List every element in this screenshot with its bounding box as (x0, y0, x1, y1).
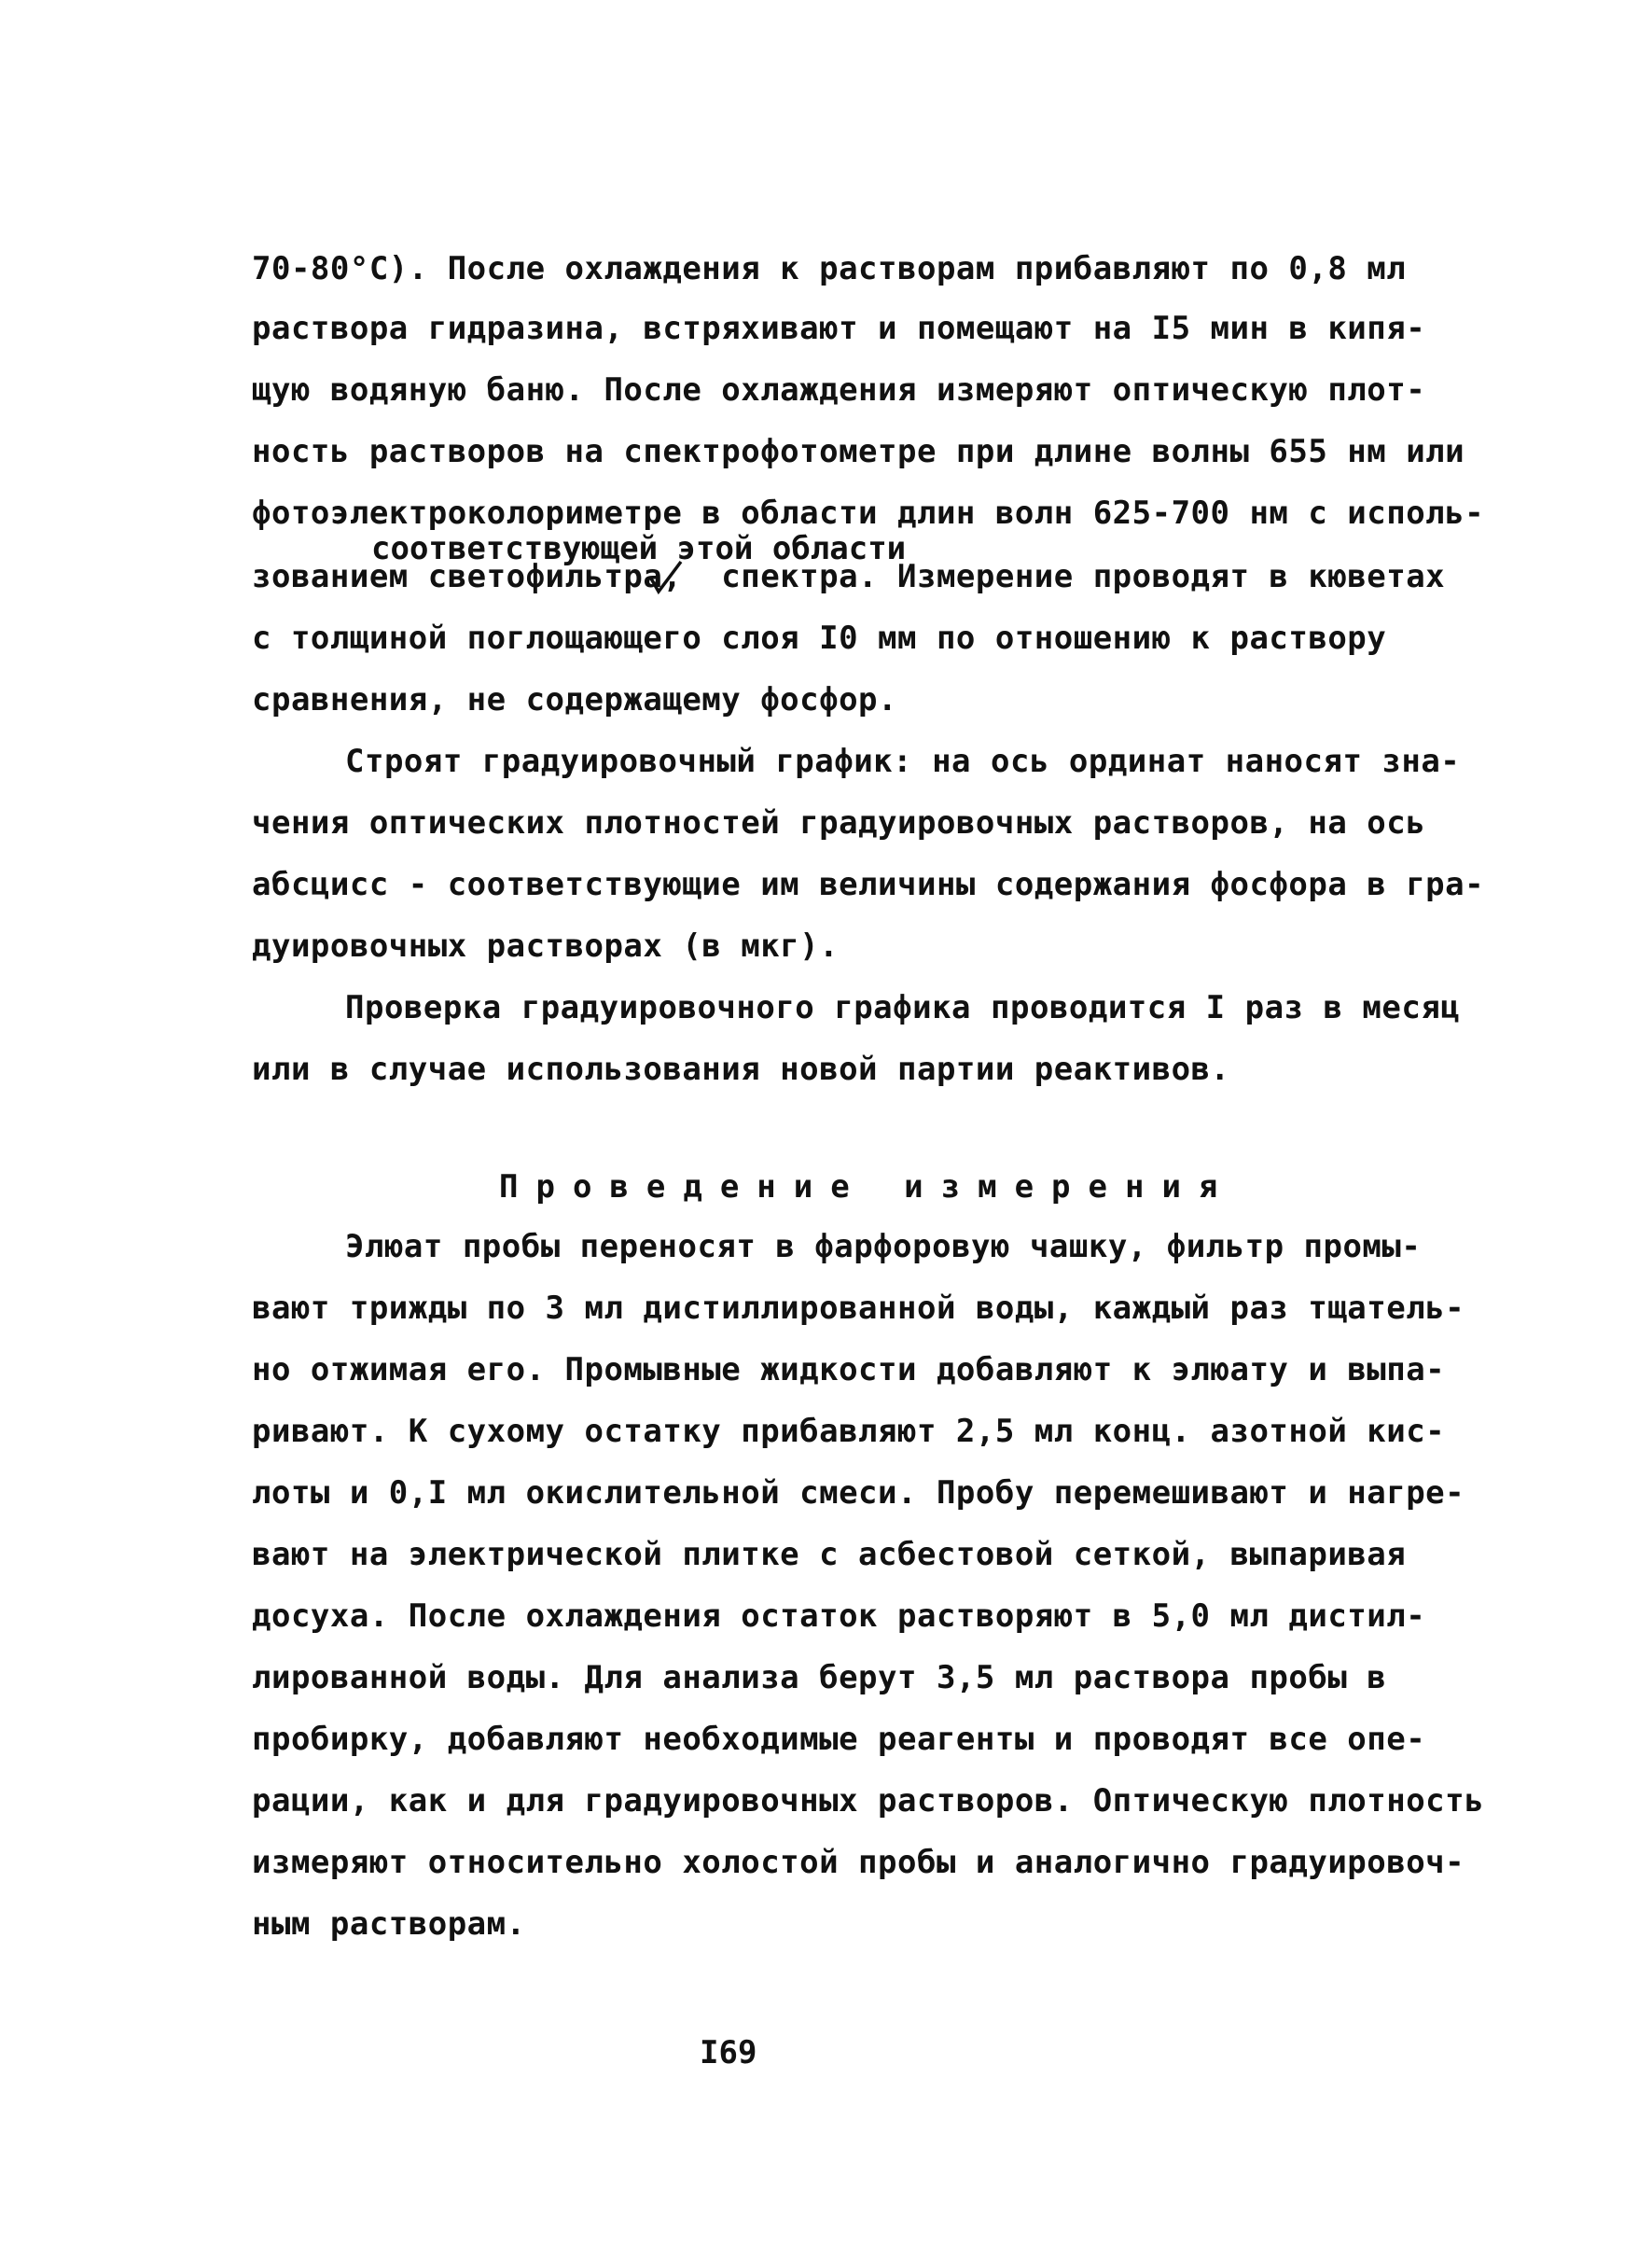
text-line: зованием светофильтра, спектра. Измерение проводят в кюветах (252, 558, 1446, 595)
text-line: чения оптических плотностей градуировочных растворов, на ось (252, 804, 1426, 842)
text-line: фотоэлектроколориметре в области длин волн 625-700 нм с исполь- (252, 495, 1485, 532)
text-line: вают на электрической плитке с асбестовой сеткой, выпаривая (252, 1536, 1407, 1573)
handwritten-insertion: соответствующей этой области (371, 530, 907, 567)
text-line: сравнения, не содержащему фосфор. (252, 681, 898, 718)
text-line: дуировочных растворах (в мкг). (252, 927, 840, 965)
text-line: досуха. После охлаждения остаток растворяют в 5,0 мл дистил- (252, 1597, 1426, 1635)
text-line: абсцисс - соответствующие им величины содержания фосфора в гра- (252, 866, 1485, 903)
text-line: раствора гидразина, встряхивают и помещают на I5 мин в кипя- (252, 310, 1426, 347)
text-line: пробирку, добавляют необходимые реагенты и проводят все опе- (252, 1721, 1426, 1758)
text-line: Строят градуировочный график: на ось ординат наносят зна- (345, 743, 1461, 780)
text-line: лированной воды. Для анализа берут 3,5 мл раствора пробы в (252, 1659, 1387, 1696)
text-line: с толщиной поглощающего слоя I0 мм по отношению к раствору (252, 620, 1387, 657)
text-line: вают трижды по 3 мл дистиллированной воды, каждый раз тщатель- (252, 1290, 1465, 1327)
text-line: Элюат пробы переносят в фарфоровую чашку, фильтр промы- (345, 1228, 1422, 1265)
text-line: щую водяную баню. После охлаждения измеряют оптическую плот- (252, 371, 1426, 409)
page-number: I69 (700, 2034, 757, 2071)
text-line: ным растворам. (252, 1905, 526, 1943)
text-line: лоты и 0,I мл окислительной смеси. Пробу перемешивают и нагре- (252, 1474, 1465, 1512)
text-line: 70-80°С). После охлаждения к растворам прибавляют по 0,8 мл (252, 250, 1407, 287)
section-heading: Проведение измерения (499, 1168, 1236, 1206)
text-line: измеряют относительно холостой пробы и аналогично градуировоч- (252, 1844, 1465, 1881)
text-line: рации, как и для градуировочных растворов. Оптическую плотность (252, 1782, 1485, 1820)
text-line: Проверка градуировочного графика проводится I раз в месяц (345, 989, 1461, 1026)
text-line: ривают. К сухому остатку прибавляют 2,5 мл конц. азотной кис- (252, 1413, 1446, 1450)
text-line: но отжимая его. Промывные жидкости добавляют к элюату и выпа- (252, 1351, 1446, 1388)
text-line: ность растворов на спектрофотометре при длине волны 655 нм или (252, 433, 1465, 470)
text-line: или в случае использования новой партии реактивов. (252, 1051, 1230, 1088)
